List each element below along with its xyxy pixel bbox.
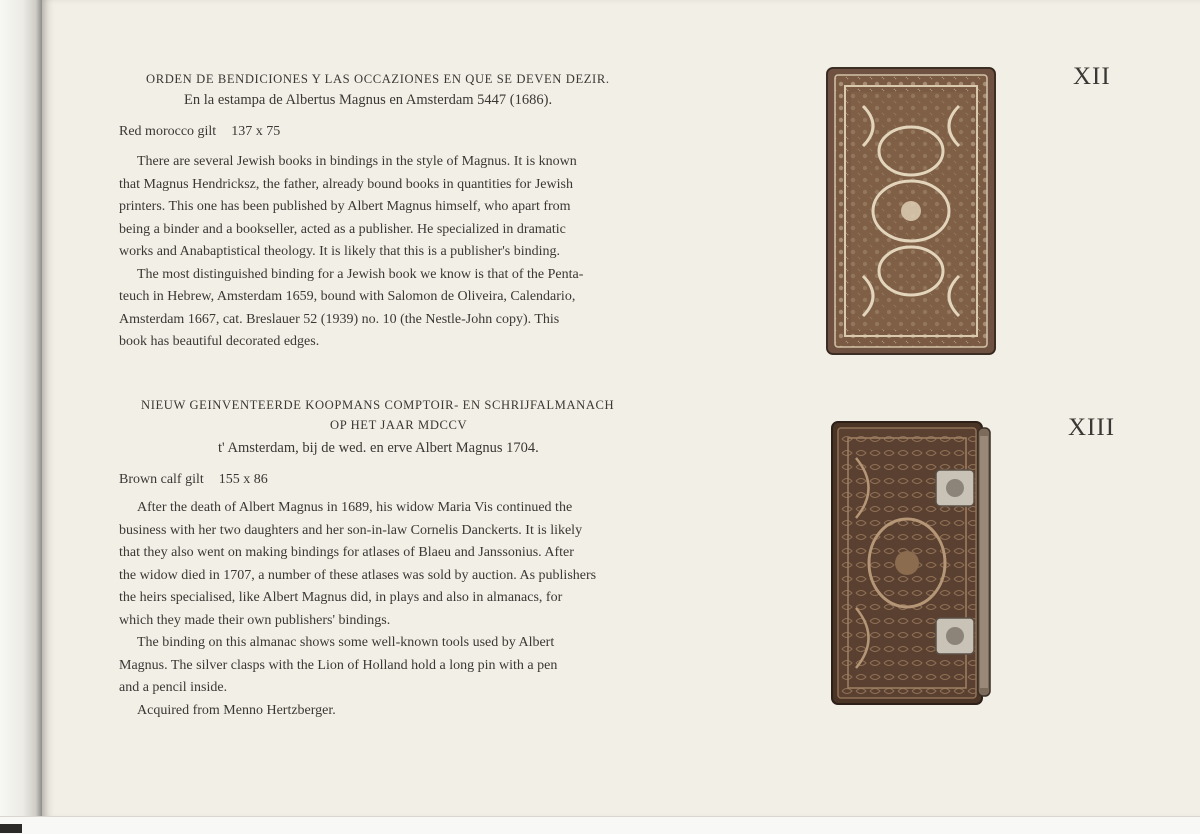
description-line: works and Anabaptistical theology. It is likely that this is a publisher's binding. <box>119 244 561 259</box>
description-line: the heirs specialised, like Albert Magnus did, in plays and also in almanacs, for <box>119 590 563 605</box>
description-line: business with her two daughters and her son-in-law Cornelis Danckerts. It is likely <box>119 522 583 538</box>
binding-size: 137 x 75 <box>231 124 281 139</box>
description-line: Magnus. The silver clasps with the Lion of Holland hold a long pin with a pen <box>119 657 558 673</box>
description-line: There are several Jewish books in bindings in the style of Magnus. It is known <box>137 154 577 169</box>
page-bottom-edge <box>0 816 1200 834</box>
description-line: printers. This one has been published by Albert Magnus himself, who apart from <box>119 199 571 214</box>
description-line: book has beautiful decorated edges. <box>119 334 320 349</box>
plate-numeral: XII <box>1073 63 1111 90</box>
description-line: After the death of Albert Magnus in 1689, his widow Maria Vis continued the <box>137 500 573 515</box>
binding-size: 155 x 86 <box>218 472 268 487</box>
entry-description <box>119 497 596 722</box>
plate-numeral: XIII <box>1068 414 1116 441</box>
description-line: Amsterdam 1667, cat. Breslauer 52 (1939) no. 10 (the Nestle-John copy). This <box>119 311 560 327</box>
book-gutter <box>0 0 42 833</box>
entry-title: ORDEN DE BENDICIONES Y LAS OCCAZIONES EN QUE SE DEVEN DEZIR. <box>146 72 610 86</box>
binding-material: Red morocco gilt <box>119 124 217 139</box>
entry-specs <box>119 124 280 140</box>
scan-corner-mark <box>0 824 22 833</box>
entry-description <box>119 151 583 354</box>
description-line: teuch in Hebrew, Amsterdam 1659, bound with Salomon de Oliveira, Calendario, <box>119 289 576 304</box>
binding-photo-brown-calf <box>826 418 1002 708</box>
entry-specs <box>119 472 268 488</box>
description-line: The most distinguished binding for a Jewish book we know is that of the Penta- <box>137 266 584 282</box>
binding-material: Brown calf gilt <box>119 472 204 487</box>
description-line: the widow died in 1707, a number of these atlases was sold by auction. As publishers <box>119 567 597 583</box>
description-line: that Magnus Hendricksz, the father, already bound books in quantities for Jewish <box>119 176 573 192</box>
entry-imprint: t' Amsterdam, bij de wed. en erve Albert Magnus 1704. <box>218 440 539 456</box>
entry-title-line2: OP HET JAAR MDCCV <box>330 418 468 432</box>
description-line: being a binder and a bookseller, acted as a publisher. He specialized in dramatic <box>119 221 566 237</box>
description-line: that they also went on making bindings for atlases of Blaeu and Janssonius. After <box>119 545 574 560</box>
entry-title-line1: NIEUW GEINVENTEERDE KOOPMANS COMPTOIR- EN SCHRIJFALMANACH <box>141 398 615 412</box>
entry-imprint: En la estampa de Albertus Magnus en Amsterdam 5447 (1686). <box>184 92 553 108</box>
description-line: Acquired from Menno Hertzberger. <box>137 702 336 718</box>
description-line: and a pencil inside. <box>119 680 228 695</box>
description-line: which they made their own publishers' bindings. <box>119 612 391 628</box>
binding-photo-red-morocco <box>823 66 999 358</box>
description-line: The binding on this almanac shows some well-known tools used by Albert <box>137 635 555 650</box>
